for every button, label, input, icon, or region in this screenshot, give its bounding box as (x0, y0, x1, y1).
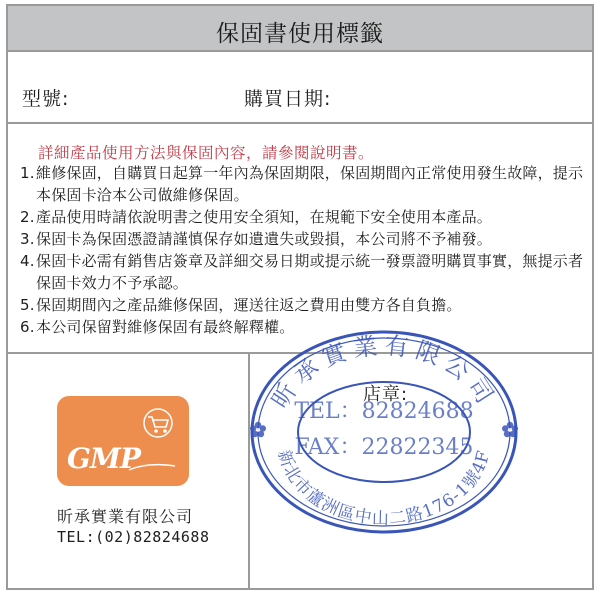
info-row (8, 52, 592, 124)
list-item (20, 228, 590, 250)
instructions-intro: 詳細產品使用方法與保固內容，請參閱說明書。 (38, 144, 375, 162)
list-item (20, 294, 590, 316)
model-label: 型號: (22, 88, 70, 110)
list-item (20, 206, 590, 228)
shopping-cart-icon (141, 408, 175, 438)
company-tel: TEL:(02)82824688 (57, 528, 210, 546)
list-item (20, 250, 590, 294)
list-item (20, 162, 590, 206)
seal-tel: TEL：82824688 (294, 399, 474, 424)
logo-text: GMP (67, 442, 140, 475)
item-text: 保固期間內之產品維修保固，運送往返之費用由雙方各自負擔。 (36, 296, 462, 314)
instructions-list (20, 162, 590, 338)
item-number: 4. (20, 252, 35, 270)
item-text: 本公司保留對維修保固有最終解釋權。 (36, 318, 295, 336)
instructions-section (8, 124, 592, 354)
item-number: 3. (20, 230, 35, 248)
item-number: 6. (20, 318, 35, 336)
logo-swoosh (127, 460, 177, 474)
seal-top-text: 昕承實業有限公司 (265, 331, 503, 414)
item-text: 保固卡為保固憑證請謹慎保存如遺遺失或毀損，本公司將不予補發。 (36, 230, 493, 248)
header-bar (8, 6, 592, 52)
store-stamp-label: 店章: (363, 384, 409, 405)
gmp-logo (57, 396, 189, 486)
seal-fax: FAX：22822345 (294, 435, 474, 460)
seal-address: 新北市蘆洲區中山二路176-1號4F (273, 447, 495, 530)
item-text: 保固卡必需有銷售店簽章及詳細交易日期或提示統一發票證明購買事實，無提示者保固卡效力不予承認。 (36, 252, 584, 292)
item-number: 1. (20, 164, 35, 182)
company-name: 昕承實業有限公司 (57, 507, 194, 526)
item-number: 2. (20, 208, 35, 226)
company-seal (244, 324, 524, 540)
item-number: 5. (20, 296, 35, 314)
item-text: 維修保固，自購買日起算一年內為保固期限，保固期間內正常使用發生故障，提示本保固卡洽本公司做維修保固。 (36, 164, 584, 204)
item-text: 產品使用時請依說明書之使用安全須知，在規範下安全使用本產品。 (36, 208, 493, 226)
purchase-date-label: 購買日期: (244, 88, 332, 110)
card-title: 保固書使用標籤 (216, 21, 384, 47)
